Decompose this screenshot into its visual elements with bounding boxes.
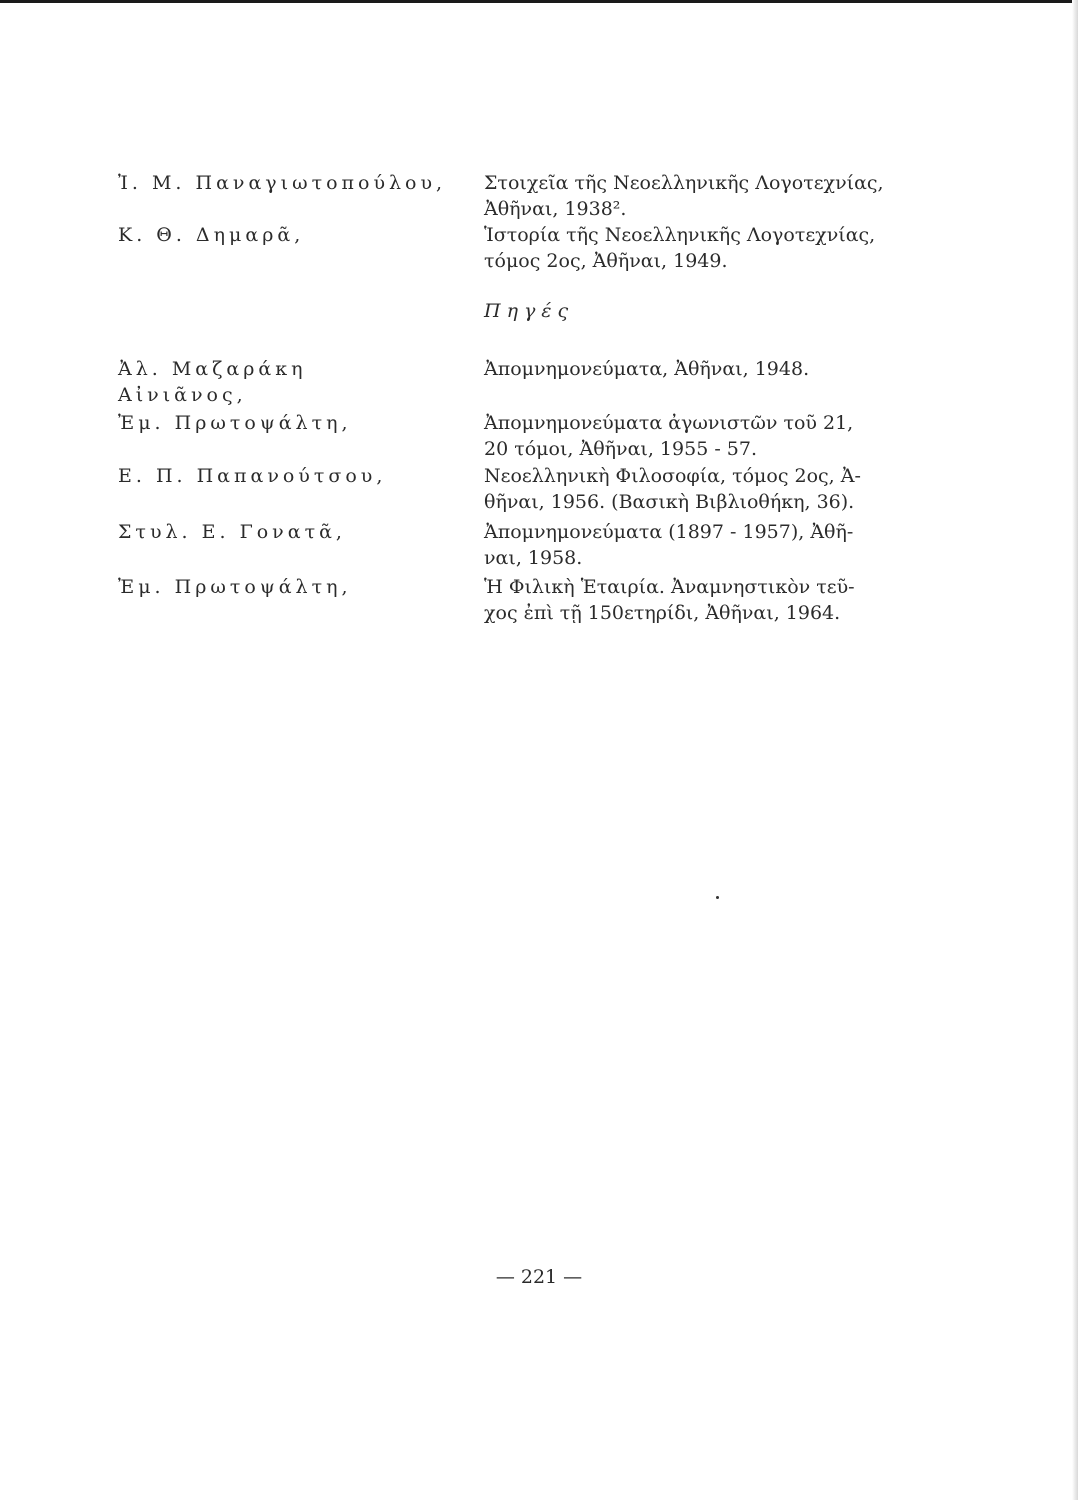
citation-line: Ἱστορία τῆς Νεοελληνικῆς Λογοτεχνίας,	[484, 224, 876, 246]
source-citation	[484, 410, 879, 462]
author-line: Αἰνιᾶνος,	[118, 384, 247, 406]
top-edge-rule	[0, 0, 1078, 3]
citation-line: Ἀπομνημονεύματα, Ἀθῆναι, 1948.	[484, 358, 810, 380]
source-author	[118, 519, 493, 545]
bibliography-author: Κ. Θ. Δημαρᾶ,	[118, 224, 305, 246]
bibliography-citation	[484, 170, 884, 222]
citation-line: Ἡ Φιλικὴ Ἑταιρία. Ἀναμνηστικὸν τεῦ-	[484, 576, 855, 598]
source-author	[118, 410, 493, 436]
citation-line: 20 τόμοι, Ἀθῆναι, 1955 - 57.	[484, 438, 758, 460]
author-line: Στυλ. Ε. Γονατᾶ,	[118, 521, 346, 543]
citation-line: Ἀπομνημονεύματα ἀγωνιστῶν τοῦ 21,	[484, 412, 854, 434]
source-citation	[484, 463, 879, 515]
citation-line: χος ἐπὶ τῇ 150ετηρίδι, Ἀθῆναι, 1964.	[484, 602, 841, 624]
citation-line: Ἀθῆναι, 1938².	[484, 198, 627, 220]
author-line: Ε. Π. Παπανούτσου,	[118, 465, 387, 487]
citation-line: Στοιχεῖα τῆς Νεοελληνικῆς Λογοτεχνίας,	[484, 172, 884, 194]
citation-line: θῆναι, 1956. (Βασικὴ Βιβλιοθήκη, 36).	[484, 491, 855, 513]
citation-line: ναι, 1958.	[484, 547, 583, 569]
author-line: Ἐμ. Πρωτοψάλτη,	[118, 412, 352, 434]
source-author	[118, 574, 493, 600]
source-author	[118, 356, 493, 408]
author-line: Ἀλ. Μαζαράκη	[118, 358, 307, 380]
source-author	[118, 463, 493, 489]
source-citation	[484, 356, 879, 382]
citation-line: Νεοελληνικὴ Φιλοσοφία, τόμος 2ος, Ἀ-	[484, 465, 861, 487]
author-line: Ἐμ. Πρωτοψάλτη,	[118, 576, 352, 598]
source-citation	[484, 519, 879, 571]
page-number: — 221 —	[495, 1266, 583, 1288]
stray-ink-dot	[716, 896, 719, 899]
bibliography-citation	[484, 222, 879, 274]
bibliography-author: Ἰ. Μ. Παναγιωτοπούλου,	[118, 172, 447, 194]
citation-line: Ἀπομνημονεύματα (1897 - 1957), Ἀθῆ-	[484, 521, 854, 543]
section-heading: Πηγές	[484, 300, 575, 322]
citation-line: τόμος 2ος, Ἀθῆναι, 1949.	[484, 250, 728, 272]
source-citation	[484, 574, 879, 626]
